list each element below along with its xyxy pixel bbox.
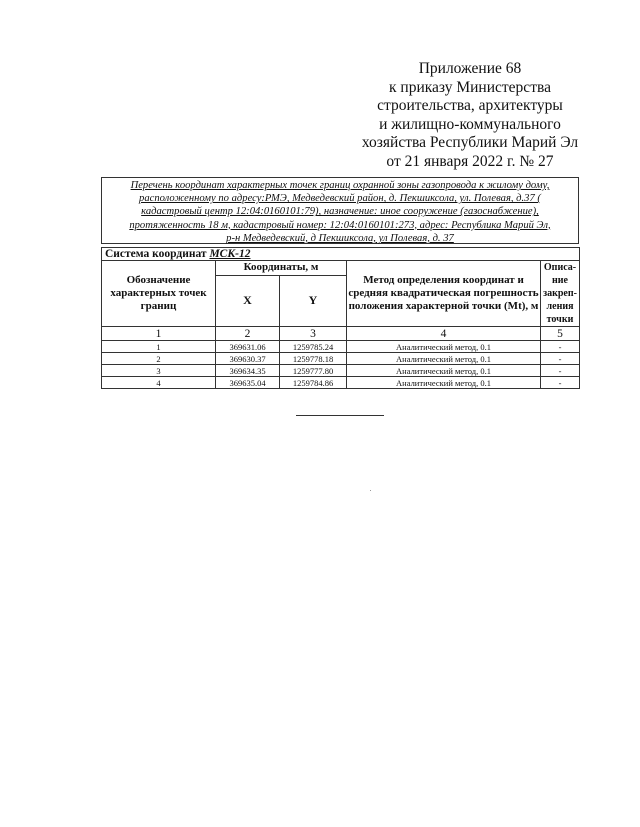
table-row: [102, 353, 580, 365]
point-number: 1: [102, 341, 216, 353]
column-number: 5: [541, 327, 580, 341]
appendix-header: [345, 60, 595, 171]
coordinate-system-name: МСК-12: [209, 248, 251, 260]
method-value: Аналитический метод, 0.1: [347, 341, 541, 353]
x-header: X: [216, 275, 280, 326]
scan-speck: [370, 490, 371, 491]
title-line: протяженность 18 м, кадастровый номер: 12:04:0160101:273, адрес: Республика Марий Эл,: [129, 219, 551, 231]
description-value: -: [541, 341, 580, 353]
x-value: 369634.35: [216, 365, 280, 377]
appendix-line: Приложение 68: [418, 60, 522, 77]
point-number: 2: [102, 353, 216, 365]
appendix-line: и жилищно-коммунального: [379, 115, 561, 133]
table-row: [102, 365, 580, 377]
title-line: кадастровый центр 12:04:0160101:79), назначение: иное сооружение (газоснабжение),: [141, 206, 539, 218]
column-number-row: [102, 327, 580, 341]
description-value: -: [541, 365, 580, 377]
x-value: 369630.37: [216, 353, 280, 365]
description-value: -: [541, 353, 580, 365]
coordinate-system-row: [102, 248, 580, 261]
appendix-line: хозяйства Республики Марий Эл: [361, 134, 579, 151]
appendix-line: строительства, архитектуры: [377, 97, 563, 114]
column-number: 2: [216, 327, 280, 341]
y-value: 1259778.18: [280, 353, 347, 365]
point-number: 3: [102, 365, 216, 377]
designation-header: Обозначение характерных точек границ: [102, 261, 216, 327]
appendix-line: от 21 января 2022 г. № 27: [386, 152, 554, 170]
x-value: 369635.04: [216, 377, 280, 389]
table-row: [102, 377, 580, 389]
column-number: 4: [347, 327, 541, 341]
x-value: 369631.06: [216, 341, 280, 353]
method-value: Аналитический метод, 0.1: [347, 353, 541, 365]
coordinates-header: Координаты, м: [216, 261, 347, 276]
y-value: 1259785.24: [280, 341, 347, 353]
description-header: Описа-ние закреп-ления точки: [541, 261, 580, 327]
title-line: р-н Медведевский, д Пекшиксола, ул Полевая, д. 37: [226, 232, 454, 244]
coordinates-table: [101, 247, 580, 389]
column-number: 1: [102, 327, 216, 341]
method-header: Метод определения координат и средняя квадратическая погрешность положения характерной точки (Mt), м: [347, 261, 541, 327]
y-value: 1259777.80: [280, 365, 347, 377]
y-header: Y: [280, 275, 347, 326]
title-line: Перечень координат характерных точек границ охранной зоны газопровода к жилому дому,: [130, 180, 550, 191]
method-value: Аналитический метод, 0.1: [347, 377, 541, 389]
end-divider-line: [296, 415, 384, 416]
title-line: расположенному по адресу:РМЭ, Медведевский район, д. Пекшиксола, ул. Полевая, д.37 (: [139, 193, 541, 205]
column-number: 3: [280, 327, 347, 341]
coordinate-system-cell: [102, 248, 580, 261]
method-value: Аналитический метод, 0.1: [347, 365, 541, 377]
header-row: [102, 261, 580, 276]
coordinate-system-label: Система координат: [105, 248, 210, 260]
point-number: 4: [102, 377, 216, 389]
table-row: [102, 341, 580, 353]
appendix-line: к приказу Министерства: [389, 78, 551, 96]
document-title-box: [101, 177, 579, 244]
description-value: -: [541, 377, 580, 389]
y-value: 1259784.86: [280, 377, 347, 389]
